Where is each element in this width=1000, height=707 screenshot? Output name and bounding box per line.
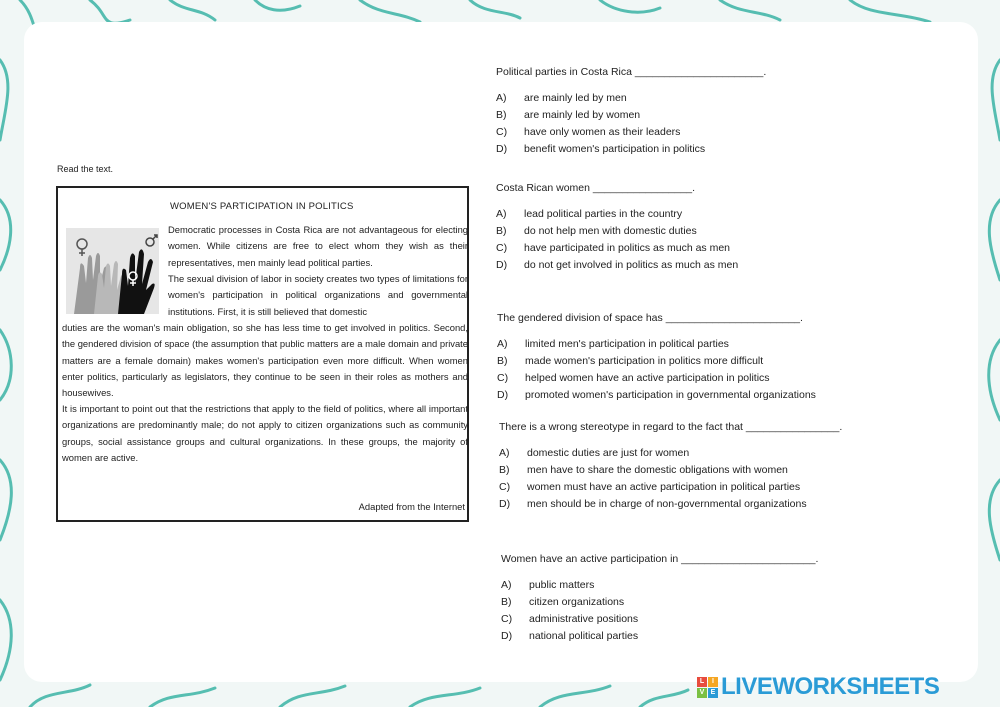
reading-text-box (56, 186, 469, 522)
paragraph-2-continued: duties are the woman's main obligation, so she has less time to get involved in politics. Second, the gendered division of space (the assumption that public matters are a male domain and private matters are a female domain) makes women's participation even more difficult. When women enter politics, particularly as legislators, they continue to be seen in their roles as mothers and housewives. (62, 322, 468, 399)
paragraph-1: Democratic processes in Costa Rica are not advantageous for electing women. While citizens are free to elect whom they wish as their representatives, men mainly lead political parties. (168, 224, 468, 268)
bg-stroke (720, 0, 780, 20)
bg-stroke (170, 0, 215, 20)
bg-stroke (540, 686, 610, 707)
question-stem: Political parties in Costa Rica ______________________. (496, 66, 767, 78)
bg-stroke (850, 0, 930, 22)
option-d[interactable]: D) national political parties (501, 630, 639, 642)
bg-stroke (989, 480, 1000, 560)
bg-stroke (280, 686, 345, 707)
bg-stroke (600, 0, 660, 12)
option-d[interactable]: D) men should be in charge of non-governmental organizations (499, 498, 807, 510)
logo-squares-icon (697, 677, 718, 698)
bg-stroke (640, 690, 688, 707)
option-b[interactable]: B) men have to share the domestic obligations with women (499, 464, 788, 476)
logo-square: V (697, 688, 707, 698)
paragraph-2-start: The sexual division of labor in society creates two types of limitations for women's participation in political organizations and governmental institutions. First, it is still believed that domestic (168, 273, 468, 317)
option-d[interactable]: D) benefit women's participation in politics (496, 143, 706, 155)
read-instruction: Read the text. (57, 164, 114, 174)
bg-stroke (0, 600, 11, 680)
bg-stroke (90, 0, 130, 23)
bg-stroke (0, 60, 8, 140)
bg-stroke (470, 0, 520, 18)
question-5 (501, 553, 818, 645)
source-note: Adapted from the Internet (358, 501, 465, 512)
question-1 (496, 66, 766, 158)
liveworksheets-logo[interactable] (697, 672, 939, 702)
option-c[interactable]: C) have only women as their leaders (496, 126, 681, 138)
option-a[interactable]: A) domestic duties are just for women (499, 447, 690, 459)
raised-hands-image (66, 228, 159, 314)
question-4 (499, 421, 842, 513)
option-c[interactable]: C) helped women have an active participation in politics (497, 372, 770, 384)
bg-stroke (255, 0, 300, 10)
option-c[interactable]: C) have participated in politics as much as men (496, 242, 731, 254)
bg-stroke (150, 688, 215, 707)
logo-square: E (708, 688, 718, 698)
logo-square: L (697, 677, 707, 687)
option-d[interactable]: D) promoted women's participation in governmental organizations (497, 389, 816, 401)
bg-stroke (989, 200, 1000, 280)
bg-stroke (989, 340, 1000, 420)
option-b[interactable]: B) are mainly led by women (496, 109, 641, 121)
option-a[interactable]: A) limited men's participation in political parties (497, 338, 729, 350)
question-2 (496, 182, 738, 274)
option-b[interactable]: B) do not help men with domestic duties (496, 225, 697, 237)
bg-stroke (410, 688, 480, 707)
paragraph-3: It is important to point out that the restrictions that apply to the field of politics, where all important organizations are predominantly male; do not apply to citizen organizations such as community groups, social assistance groups and cultural organizations. In these groups, the majority of women are active. (62, 403, 468, 463)
option-c[interactable]: C) administrative positions (501, 613, 639, 625)
option-d[interactable]: D) do not get involved in politics as much as men (496, 259, 739, 271)
option-b[interactable]: B) made women's participation in politics more difficult (497, 355, 764, 367)
logo-square: I (708, 677, 718, 687)
option-a[interactable]: A) lead political parties in the country (496, 208, 683, 220)
bg-stroke (30, 685, 90, 707)
option-a[interactable]: A) public matters (501, 579, 595, 591)
option-b[interactable]: B) citizen organizations (501, 596, 625, 608)
bg-stroke (360, 0, 420, 22)
option-c[interactable]: C) women must have an active participation in political parties (499, 481, 801, 493)
bg-stroke (0, 460, 11, 540)
bg-stroke (0, 330, 11, 400)
question-3 (497, 312, 816, 404)
bg-stroke (992, 60, 1000, 140)
question-stem: There is a wrong stereotype in regard to the fact that ________________. (499, 421, 843, 433)
option-a[interactable]: A) are mainly led by men (496, 92, 627, 104)
question-stem: The gendered division of space has _______________________. (497, 312, 803, 324)
reading-title: WOMEN'S PARTICIPATION IN POLITICS (170, 201, 354, 212)
bg-stroke (0, 200, 11, 270)
question-stem: Women have an active participation in _______________________. (501, 553, 819, 565)
logo-text: LIVEWORKSHEETS (721, 673, 940, 700)
question-stem: Costa Rican women _________________. (496, 182, 696, 194)
